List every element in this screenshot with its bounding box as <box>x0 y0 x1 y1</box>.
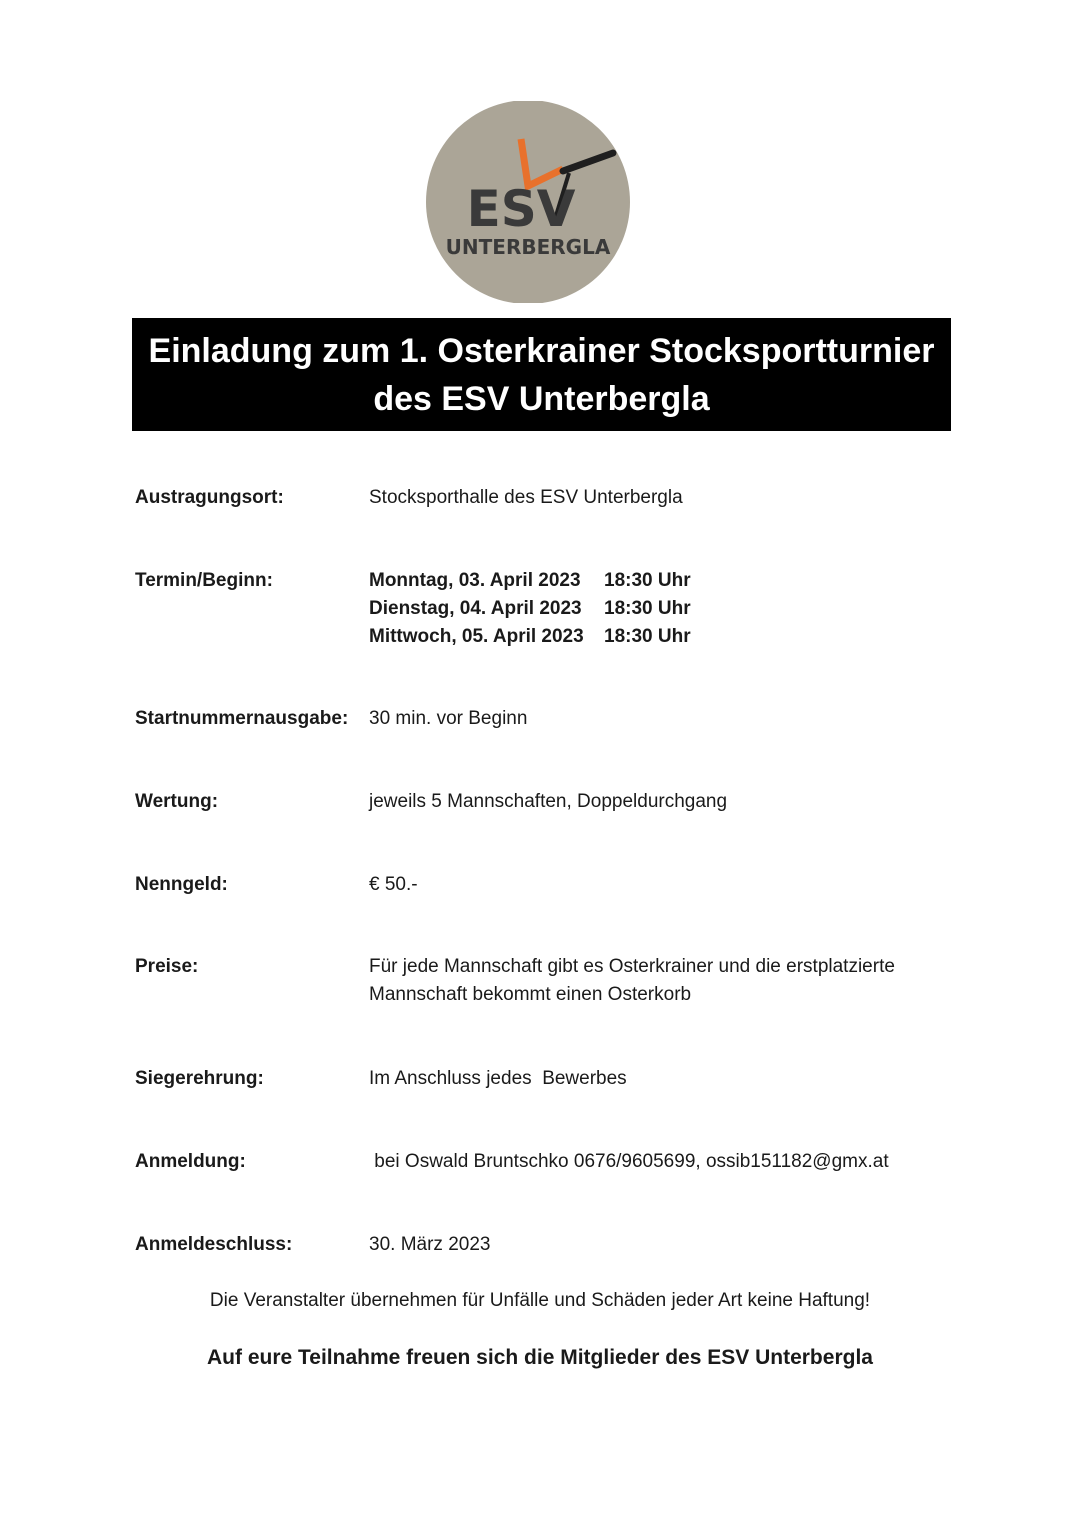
preise-line-2: Mannschaft bekommt einen Osterkorb <box>369 984 692 1005</box>
esv-unterbergla-logo <box>425 101 631 303</box>
termin-date: Mittwoch, 05. April 2023 <box>369 626 584 647</box>
preise-label: Preise: <box>135 956 199 977</box>
startnummer-label: Startnummernausgabe: <box>135 708 349 729</box>
title-line-1: Einladung zum 1. Osterkrainer Stocksportturnier <box>148 331 935 370</box>
closing-message: Auf eure Teilnahme freuen sich die Mitglieder des ESV Unterbergla <box>207 1346 873 1369</box>
ort-value: Stocksporthalle des ESV Unterbergla <box>369 487 683 508</box>
termin-label: Termin/Beginn: <box>135 570 273 591</box>
invitation-title <box>132 318 951 431</box>
nenngeld-label: Nenngeld: <box>135 874 228 895</box>
anmeldung-value: bei Oswald Bruntschko 0676/9605699, ossib151182@gmx.at <box>369 1151 889 1172</box>
ort-label: Austragungsort: <box>135 487 284 508</box>
termin-time: 18:30 Uhr <box>604 626 691 647</box>
nenngeld-value: € 50.- <box>369 874 418 895</box>
title-line-2: des ESV Unterbergla <box>373 379 710 418</box>
termin-date: Dienstag, 04. April 2023 <box>369 598 582 619</box>
termin-date: Monntag, 03. April 2023 <box>369 570 581 591</box>
termin-entry <box>369 623 949 651</box>
anmeldeschluss-label: Anmeldeschluss: <box>135 1234 293 1255</box>
preise-value <box>369 953 949 1009</box>
siegerehrung-label: Siegerehrung: <box>135 1068 264 1089</box>
startnummer-value: 30 min. vor Beginn <box>369 708 528 729</box>
preise-line-1: Für jede Mannschaft gibt es Osterkrainer und die erstplatzierte <box>369 956 895 977</box>
logo-text-main: ESV <box>466 180 576 238</box>
termin-time: 18:30 Uhr <box>604 570 691 591</box>
siegerehrung-value: Im Anschluss jedes Bewerbes <box>369 1068 627 1089</box>
anmeldeschluss-value: 30. März 2023 <box>369 1234 491 1255</box>
termin-entry <box>369 567 949 595</box>
termin-entry <box>369 595 949 623</box>
wertung-value: jeweils 5 Mannschaften, Doppeldurchgang <box>369 791 728 812</box>
anmeldung-label: Anmeldung: <box>135 1151 246 1172</box>
logo-text-sub: UNTERBERGLA <box>445 235 611 259</box>
termin-time: 18:30 Uhr <box>604 598 691 619</box>
wertung-label: Wertung: <box>135 791 219 812</box>
liability-disclaimer: Die Veranstalter übernehmen für Unfälle und Schäden jeder Art keine Haftung! <box>209 1290 871 1311</box>
termin-list <box>369 567 949 651</box>
